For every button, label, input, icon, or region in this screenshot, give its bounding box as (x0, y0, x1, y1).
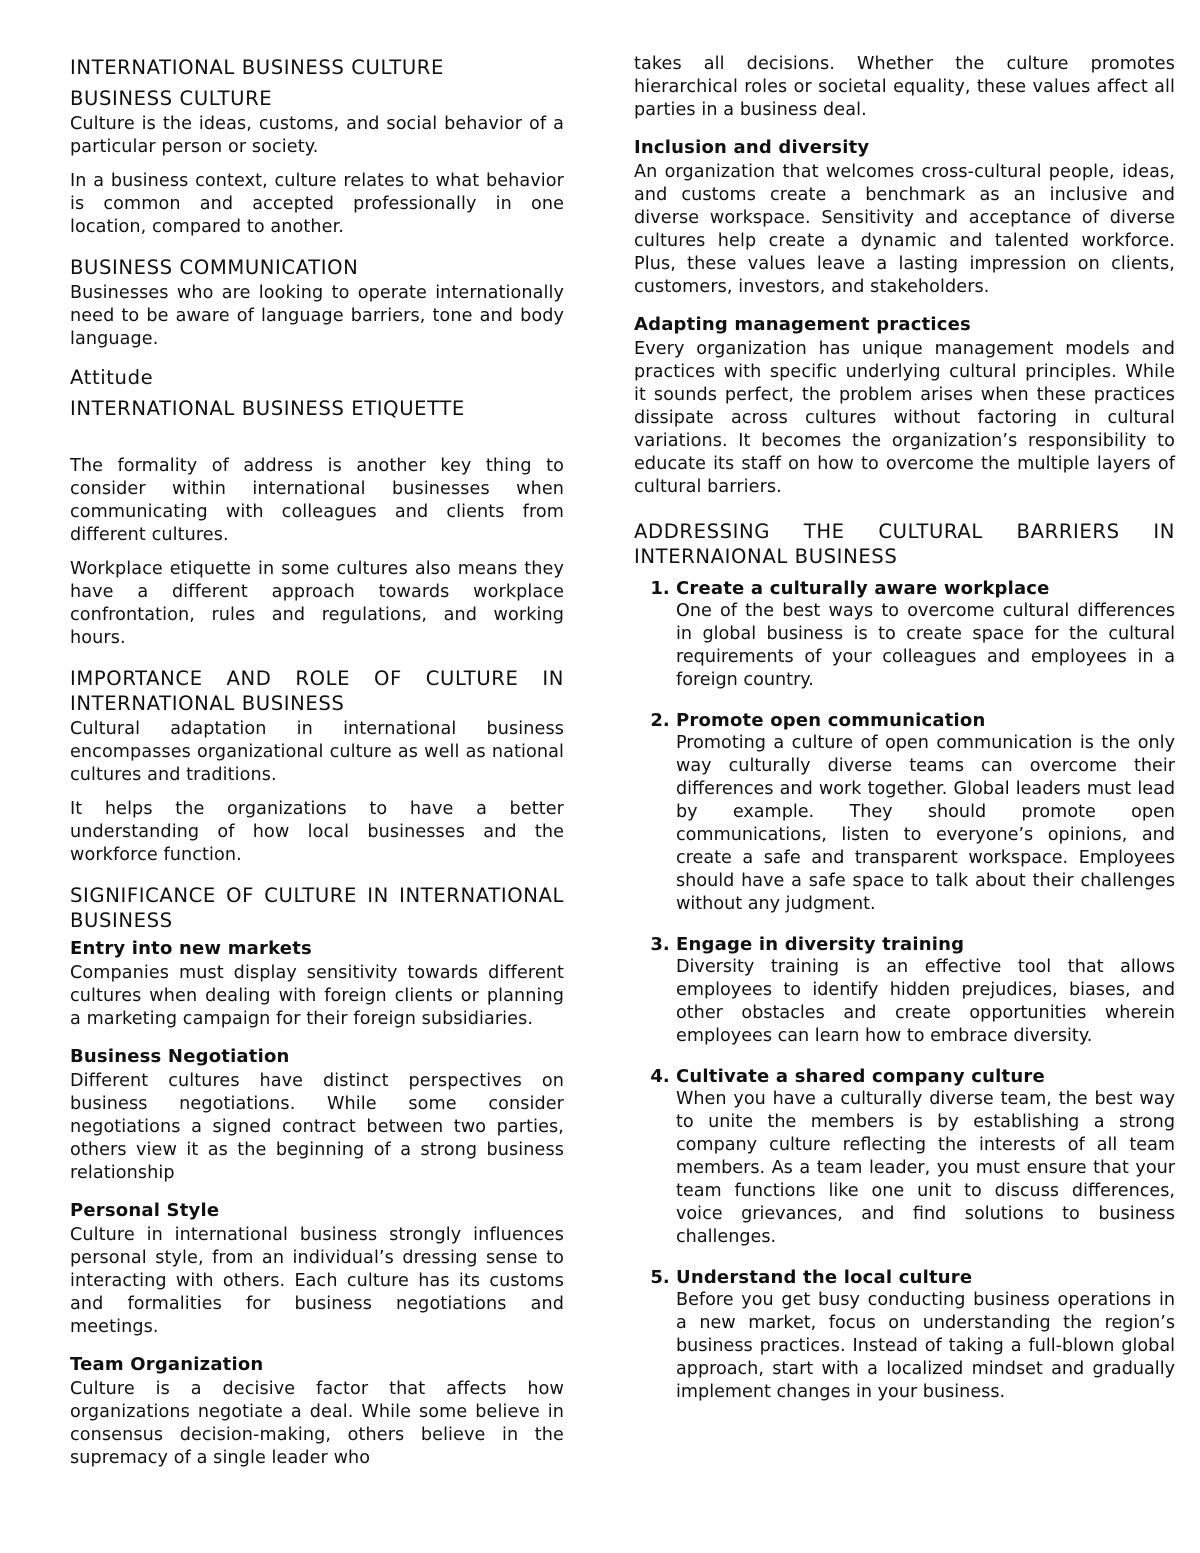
list-item-title: 3. Engage in diversity training (676, 934, 965, 955)
list-item-text: When you have a culturally diverse team, the best way to unite the members is by establishing a strong company culture reflecting the interests of all team members. As a team leader, you must ensure that your team functions like one unit to discuss differences, voice grievances, and find solutions to business challenges. (676, 1089, 1175, 1247)
importance-heading: IMPORTANCE AND ROLE OF CULTURE IN INTERNATIONAL BUSINESS (70, 667, 564, 715)
etiquette-heading: INTERNATIONAL BUSINESS ETIQUETTE (70, 397, 465, 420)
list-item (676, 709, 1175, 916)
list-item-title: 4. Cultivate a shared company culture (676, 1066, 1045, 1087)
inclusion-diversity-paragraph: An organization that welcomes cross-cultural people, ideas, and customs create a benchmark as an inclusive and diverse workspace. Sensitivity and acceptance of diverse cultures help create a dynamic and talented workforce. Plus, these values leave a lasting impression on clients, customers, investors, and stakeholders. (634, 162, 1175, 297)
etiquette-paragraph-2: Workplace etiquette in some cultures also means they have a different approach towards workplace confrontation, rules and regulations, and working hours. (70, 559, 564, 648)
importance-paragraph-2: It helps the organizations to have a better understanding of how local businesses and the workforce function. (70, 799, 564, 865)
entry-markets-heading: Entry into new markets (70, 938, 312, 959)
business-communication-paragraph: Businesses who are looking to operate internationally need to be aware of language barriers, tone and body language. (70, 283, 564, 349)
list-item-title: 2. Promote open communication (676, 710, 986, 731)
left-column (70, 55, 564, 1553)
team-organization-heading: Team Organization (70, 1354, 264, 1375)
list-item (676, 577, 1175, 692)
inclusion-diversity-heading: Inclusion and diversity (634, 137, 870, 158)
spacer (70, 421, 564, 455)
right-column (634, 55, 1175, 1553)
document-title: INTERNATIONAL BUSINESS CULTURE (70, 56, 444, 79)
business-negotiation-heading: Business Negotiation (70, 1046, 290, 1067)
personal-style-heading: Personal Style (70, 1200, 220, 1221)
list-item (676, 1065, 1175, 1249)
list-item (676, 933, 1175, 1048)
business-culture-paragraph-2: In a business context, culture relates to what behavior is common and accepted professionally in one location, compared to another. (70, 171, 564, 237)
personal-style-paragraph: Culture in international business strongly influences personal style, from an individual’s dressing sense to interacting with others. Each culture has its customs and formalities for business negotiations and meetings. (70, 1225, 564, 1337)
business-negotiation-paragraph: Different cultures have distinct perspectives on business negotiations. While some consider negotiations a signed contract between two parties, others view it as the beginning of a strong business relationship (70, 1071, 564, 1183)
list-item-title: 5. Understand the local culture (676, 1267, 973, 1288)
team-organization-paragraph: Culture is a decisive factor that affects how organizations negotiate a deal. While some believe in consensus decision-making, others believe in the supremacy of a single leader who (70, 1379, 564, 1468)
list-item (676, 1266, 1175, 1404)
list-item-text: Diversity training is an effective tool that allows employees to identify hidden prejudices, biases, and other obstacles and create opportunities wherein employees can learn how to embrace diversity. (676, 957, 1175, 1046)
entry-markets-paragraph: Companies must display sensitivity towards different cultures when dealing with foreign clients or planning a marketing campaign for their foreign subsidiaries. (70, 963, 564, 1029)
business-culture-paragraph-1: Culture is the ideas, customs, and social behavior of a particular person or society. (70, 114, 564, 157)
significance-heading: SIGNIFICANCE OF CULTURE IN INTERNATIONAL BUSINESS (70, 884, 564, 932)
business-communication-heading: BUSINESS COMMUNICATION (70, 256, 359, 279)
list-item-title: 1. Create a culturally aware workplace (676, 578, 1050, 599)
barriers-list (634, 577, 1175, 1404)
attitude-heading: Attitude (70, 366, 154, 389)
list-item-text: Promoting a culture of open communication is the only way culturally diverse teams can overcome their differences and work together. Global leaders must lead by example. They should promote open communications, listen to everyone’s opinions, and create a safe and transparent workspace. Employees should have a safe space to talk about their challenges without any judgment. (676, 733, 1175, 914)
list-item-text: One of the best ways to overcome cultural differences in global business is to create space for the cultural requirements of your colleagues and employees in a foreign country. (676, 601, 1175, 690)
adapting-management-heading: Adapting management practices (634, 314, 971, 335)
business-culture-heading: BUSINESS CULTURE (70, 87, 273, 110)
etiquette-paragraph-1: The formality of address is another key thing to consider within international businesses when communicating with colleagues and clients from different cultures. (70, 456, 564, 545)
addressing-barriers-heading: ADDRESSING THE CULTURAL BARRIERS IN INTERNAIONAL BUSINESS (634, 520, 1175, 568)
adapting-management-paragraph: Every organization has unique management models and practices with specific underlying cultural principles. While it sounds perfect, the problem arises when these practices dissipate across cultures without factoring in cultural variations. It becomes the organization’s responsibility to educate its staff on how to overcome the multiple layers of cultural barriers. (634, 339, 1175, 497)
importance-paragraph-1: Cultural adaptation in international business encompasses organizational culture as well as national cultures and traditions. (70, 719, 564, 785)
team-organization-paragraph-continued: takes all decisions. Whether the culture promotes hierarchical roles or societal equality, these values affect all parties in a business deal. (634, 54, 1175, 120)
list-item-text: Before you get busy conducting business operations in a new market, focus on understanding the region’s business practices. Instead of taking a full-blown global approach, start with a localized mindset and gradually implement changes in your business. (676, 1290, 1175, 1402)
